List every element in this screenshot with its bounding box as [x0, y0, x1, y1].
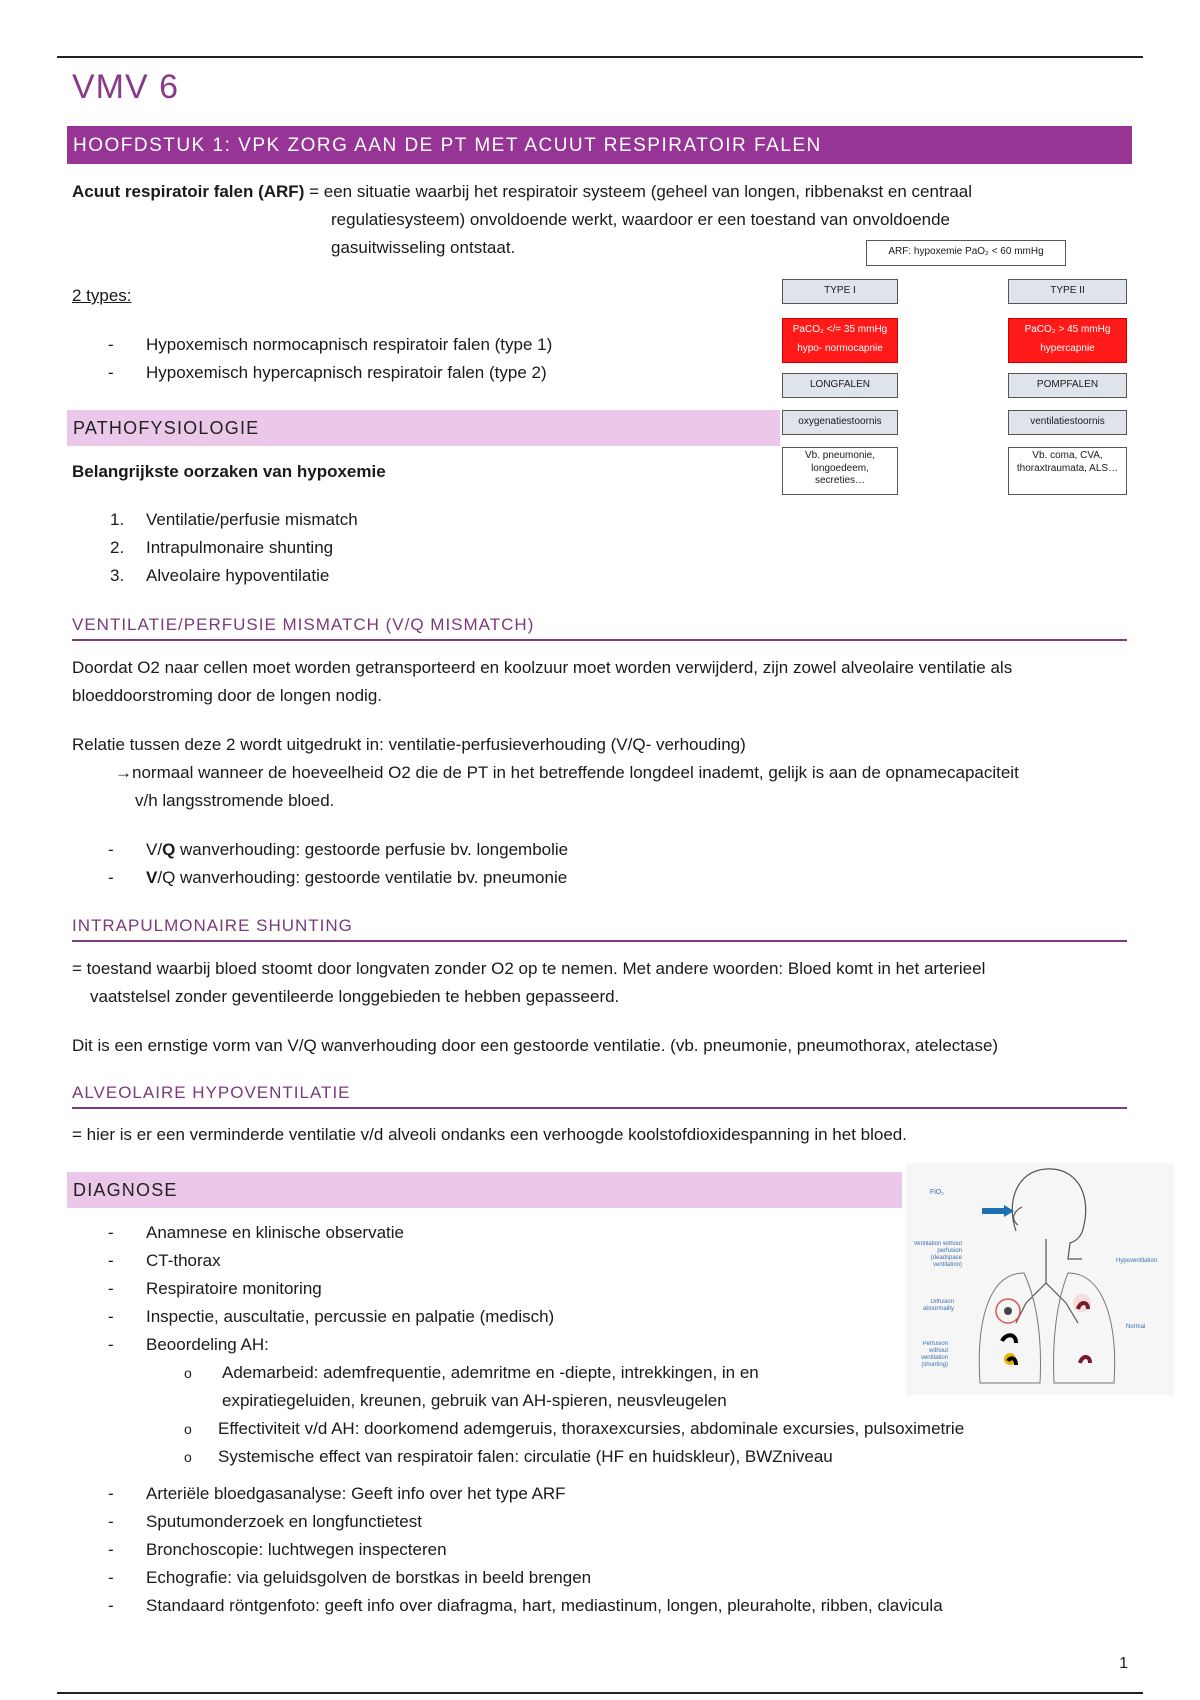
list-item: o Effectiviteit v/d AH: doorkomend ademgeruis, thoraxexcursies, abdominale excursies, pulsoximetrie — [184, 1419, 965, 1438]
definition-term: Acuut respiratoir falen (ARF) — [72, 182, 305, 201]
ventilation-box: ventilatiestoornis — [1008, 410, 1127, 435]
list-item: 2. Intrapulmonaire shunting — [110, 538, 334, 557]
vq-list — [72, 836, 568, 892]
lung-figure — [906, 1163, 1174, 1395]
list-item: 1. Ventilatie/perfusie mismatch — [110, 510, 358, 529]
definition-line-2: regulatiesysteem) onvoldoende werkt, waardoor er een toestand van onvoldoende — [331, 210, 951, 229]
list-item: - V/Q wanverhouding: gestoorde ventilatie bv. pneumonie — [108, 868, 568, 887]
page-number: 1 — [1119, 1655, 1128, 1672]
type2-box: TYPE II — [1008, 279, 1127, 304]
diagnosis-sublist — [72, 1359, 964, 1471]
causes-subheading: Belangrijkste oorzaken van hypoxemie — [72, 462, 386, 481]
hypoventilation-heading: ALVEOLAIRE HYPOVENTILATIE — [72, 1083, 1127, 1109]
shunting-label: Perfusion without ventilation (shunting) — [920, 1341, 948, 1368]
pompfalen-box: POMPFALEN — [1008, 373, 1127, 398]
vq-paragraph-2: Relatie tussen deze 2 wordt uitgedrukt in: ventilatie-perfusieverhouding (V/Q- verhouding) — [72, 735, 746, 754]
vq-paragraph-3b: v/h langsstromende bloed. — [135, 791, 335, 810]
list-item: - Bronchoscopie: luchtwegen inspecteren — [108, 1540, 447, 1559]
type1-criteria: PaCO₂ </= 35 mmHg hypo- normocapnie — [782, 318, 898, 363]
list-item: - Standaard röntgenfoto: geeft info over diafragma, hart, mediastinum, longen, pleuraholte, ribben, clavicula — [108, 1596, 943, 1615]
fio2-label: FiO₂ — [930, 1189, 944, 1196]
diagnosis-heading: DIAGNOSE — [67, 1172, 902, 1208]
diagnosis-list-b — [72, 1480, 943, 1620]
definition-equals: = — [309, 182, 320, 201]
list-item: o Systemische effect van respiratoir falen: circulatie (HF en huidskleur), BWZniveau — [184, 1447, 833, 1466]
vq-paragraph-3a: →normaal wanneer de hoeveelheid O2 die de PT in het betreffende longdeel inademt, gelijk is aan de opnamecapaciteit — [115, 763, 1019, 782]
diagram-top-box: ARF: hypoxemie PaO₂ < 60 mmHg — [866, 240, 1066, 266]
oxygenation-box: oxygenatiestoornis — [782, 410, 898, 435]
list-item: - Anamnese en klinische observatie — [108, 1223, 404, 1242]
list-item: - Hypoxemisch normocapnisch respiratoir falen (type 1) — [108, 335, 553, 354]
list-item: - V/Q wanverhouding: gestoorde perfusie bv. longembolie — [108, 840, 569, 859]
shunting-paragraph-1a: = toestand waarbij bloed stoomt door longvaten zonder O2 op te nemen. Met andere woorden: Bloed komt in het arterieel — [72, 959, 986, 978]
list-item: - Echografie: via geluidsgolven de borstkas in beeld brengen — [108, 1568, 592, 1587]
vq-paragraph-1b: bloeddoorstroming door de longen nodig. — [72, 686, 383, 705]
shunting-paragraph-1b: vaatstelsel zonder geventileerde longgebieden te hebben gepasseerd. — [90, 987, 620, 1006]
hypoventilation-paragraph: = hier is er een verminderde ventilatie v/d alveoli ondanks een verhoogde koolstofdioxidespanning in het bloed. — [72, 1125, 907, 1144]
pathophysiology-heading: PATHOFYSIOLOGIE — [67, 410, 780, 446]
definition-text-1: een situatie waarbij het respiratoir systeem (geheel van longen, ribbenakst en centraal — [323, 182, 973, 201]
definition-line-3: gasuitwisseling ontstaat. — [331, 238, 516, 257]
list-item: - Respiratoire monitoring — [108, 1279, 322, 1298]
list-item: - Beoordeling AH: — [108, 1335, 269, 1354]
types-label: 2 types: — [72, 286, 132, 305]
longfalen-box: LONGFALEN — [782, 373, 898, 398]
list-item: o Ademarbeid: ademfrequentie, ademritme en -diepte, intrekkingen, in en — [184, 1363, 759, 1382]
list-item: expiratiegeluiden, kreunen, gebruik van AH-spieren, neusvleugelen — [222, 1391, 727, 1410]
diffusion-label: Diffusion abnormality — [922, 1299, 954, 1312]
definition-line-1 — [72, 178, 972, 206]
list-item: - CT-thorax — [108, 1251, 221, 1270]
bottom-rule — [57, 1692, 1143, 1694]
type1-box: TYPE I — [782, 279, 898, 304]
list-item: - Arteriële bloedgasanalyse: Geeft info over het type ARF — [108, 1484, 566, 1503]
list-item: - Sputumonderzoek en longfunctietest — [108, 1512, 422, 1531]
vq-paragraph-1a: Doordat O2 naar cellen moet worden getransporteerd en koolzuur moet worden verwijderd, zijn zowel alveolaire ventilatie als — [72, 658, 1013, 677]
type2-examples: Vb. coma, CVA, thoraxtraumata, ALS… — [1008, 447, 1127, 495]
type1-examples: Vb. pneumonie, longoedeem, secreties… — [782, 447, 898, 495]
types-list — [72, 331, 552, 387]
diagnosis-list-a — [72, 1219, 554, 1359]
vq-heading: VENTILATIE/PERFUSIE MISMATCH (V/Q MISMATCH) — [72, 615, 1127, 641]
causes-list — [72, 506, 358, 590]
list-item: 3. Alveolaire hypoventilatie — [110, 566, 330, 585]
document-title: VMV 6 — [72, 68, 180, 106]
type2-criteria: PaCO₂ > 45 mmHg hypercapnie — [1008, 318, 1127, 363]
list-item: - Inspectie, auscultatie, percussie en palpatie (medisch) — [108, 1307, 555, 1326]
top-rule — [57, 56, 1143, 58]
chapter-heading: HOOFDSTUK 1: VPK ZORG AAN DE PT MET ACUUT RESPIRATOIR FALEN — [67, 126, 1132, 164]
shunting-heading: INTRAPULMONAIRE SHUNTING — [72, 916, 1127, 942]
normal-label: Normal — [1126, 1324, 1146, 1330]
deadspace-label: Ventilation without perfusion (deadspace ventilation) — [913, 1241, 962, 1268]
hypoventilation-label: Hypoventilation — [1116, 1258, 1158, 1264]
list-item: - Hypoxemisch hypercapnisch respiratoir falen (type 2) — [108, 363, 547, 382]
shunting-paragraph-2: Dit is een ernstige vorm van V/Q wanverhouding door een gestoorde ventilatie. (vb. pneumonie, pneumothorax, atelectase) — [72, 1036, 999, 1055]
